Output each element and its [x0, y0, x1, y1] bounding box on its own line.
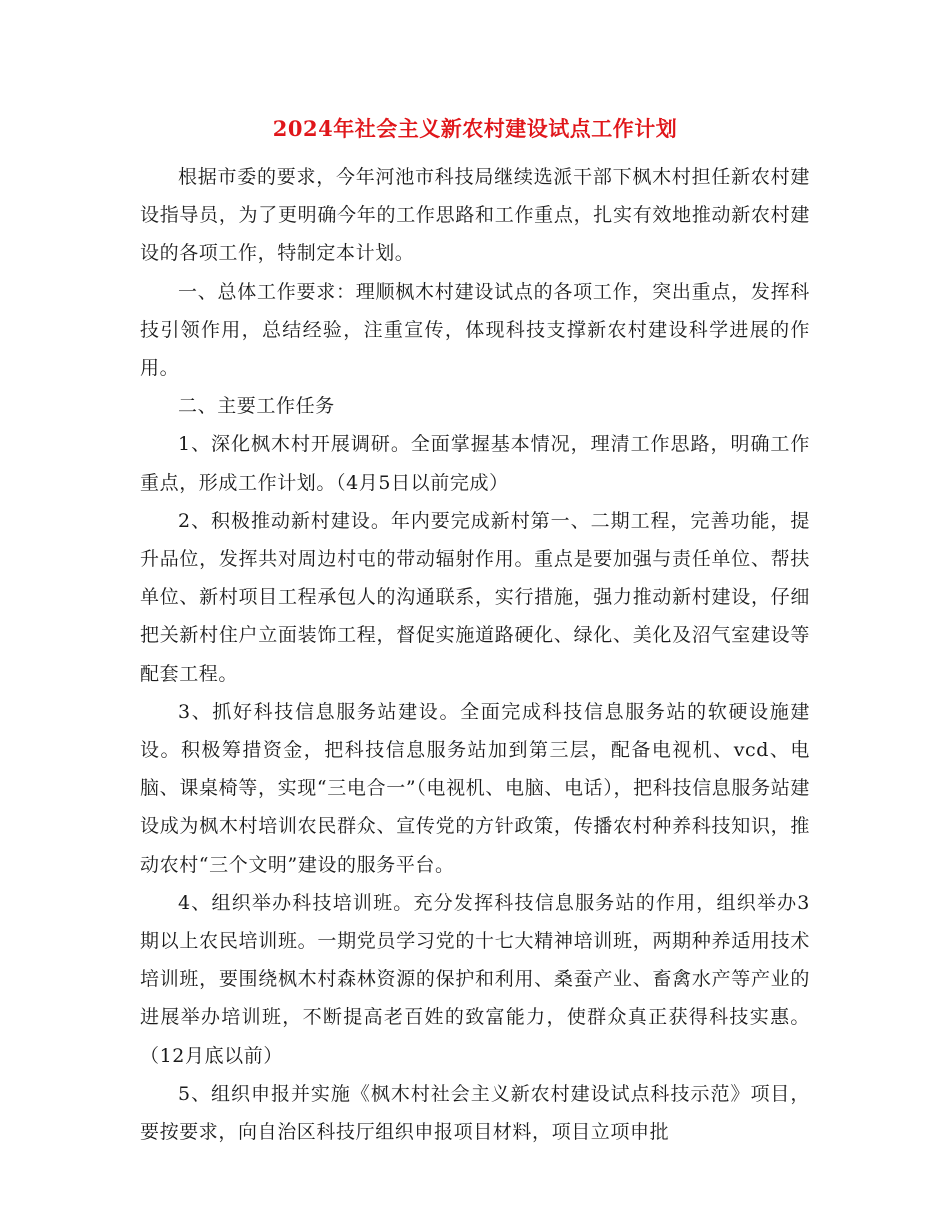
paragraph-intro: 根据市委的要求，今年河池市科技局继续选派干部下枫木村担任新农村建设指导员，为了更明确今年的工作思路和工作重点，扎实有效地推动新农村建设的各项工作，特制定本计划。	[140, 166, 810, 265]
paragraph-general-requirements: 一、总体工作要求：理顺枫木村建设试点的各项工作，突出重点，发挥科技引领作用，总结经验，注重宣传，体现科技支撑新农村建设科学进展的作用。	[140, 280, 810, 380]
document-body	[140, 158, 810, 1151]
paragraph-task-3: 3、抓好科技信息服务站建设。全面完成科技信息服务站的软硬设施建设。积极筹措资金，把科技信息服务站加到第三层，配备电视机、vcd、电脑、课桌椅等，实现“三电合一”（电视机、电脑、电话），把科技信息服务站建设成为枫木村培训农民群众、宣传党的方针政策，传播农村种养科技知识，推动农村“三个文明”建设的服务平台。	[140, 700, 810, 876]
paragraph-task-2: 2、积极推动新村建设。年内要完成新村第一、二期工程，完善功能，提升品位，发挥共对周边村屯的带动辐射作用。重点是要加强与责任单位、帮扶单位、新村项目工程承包人的沟通联系，实行措施，强力推动新村建设，仔细把关新村住户立面装饰工程，督促实施道路硬化、绿化、美化及沼气室建设等配套工程。	[140, 509, 810, 685]
section-heading-main-tasks: 二、主要工作任务	[178, 395, 335, 418]
paragraph-task-5: 5、组织申报并实施《枫木村社会主义新农村建设试点科技示范》项目，要按要求，向自治区科技厅组织申报项目材料，项目立项申批	[140, 1082, 810, 1144]
paragraph-task-1: 1、深化枫木村开展调研。全面掌握基本情况，理清工作思路，明确工作重点，形成工作计划。（4月5日以前完成）	[140, 433, 810, 494]
document-title: 2024年社会主义新农村建设试点工作计划	[272, 116, 678, 141]
paragraph-task-4: 4、组织举办科技培训班。充分发挥科技信息服务站的作用，组织举办3期以上农民培训班。一期党员学习党的十七大精神培训班，两期种养适用技术培训班，要围绕枫木村森林资源的保护和利用、桑蚕产业、畜禽水产等产业的进展举办培训班，不断提高老百姓的致富能力，使群众真正获得科技实惠。（12月底以前）	[140, 891, 810, 1067]
